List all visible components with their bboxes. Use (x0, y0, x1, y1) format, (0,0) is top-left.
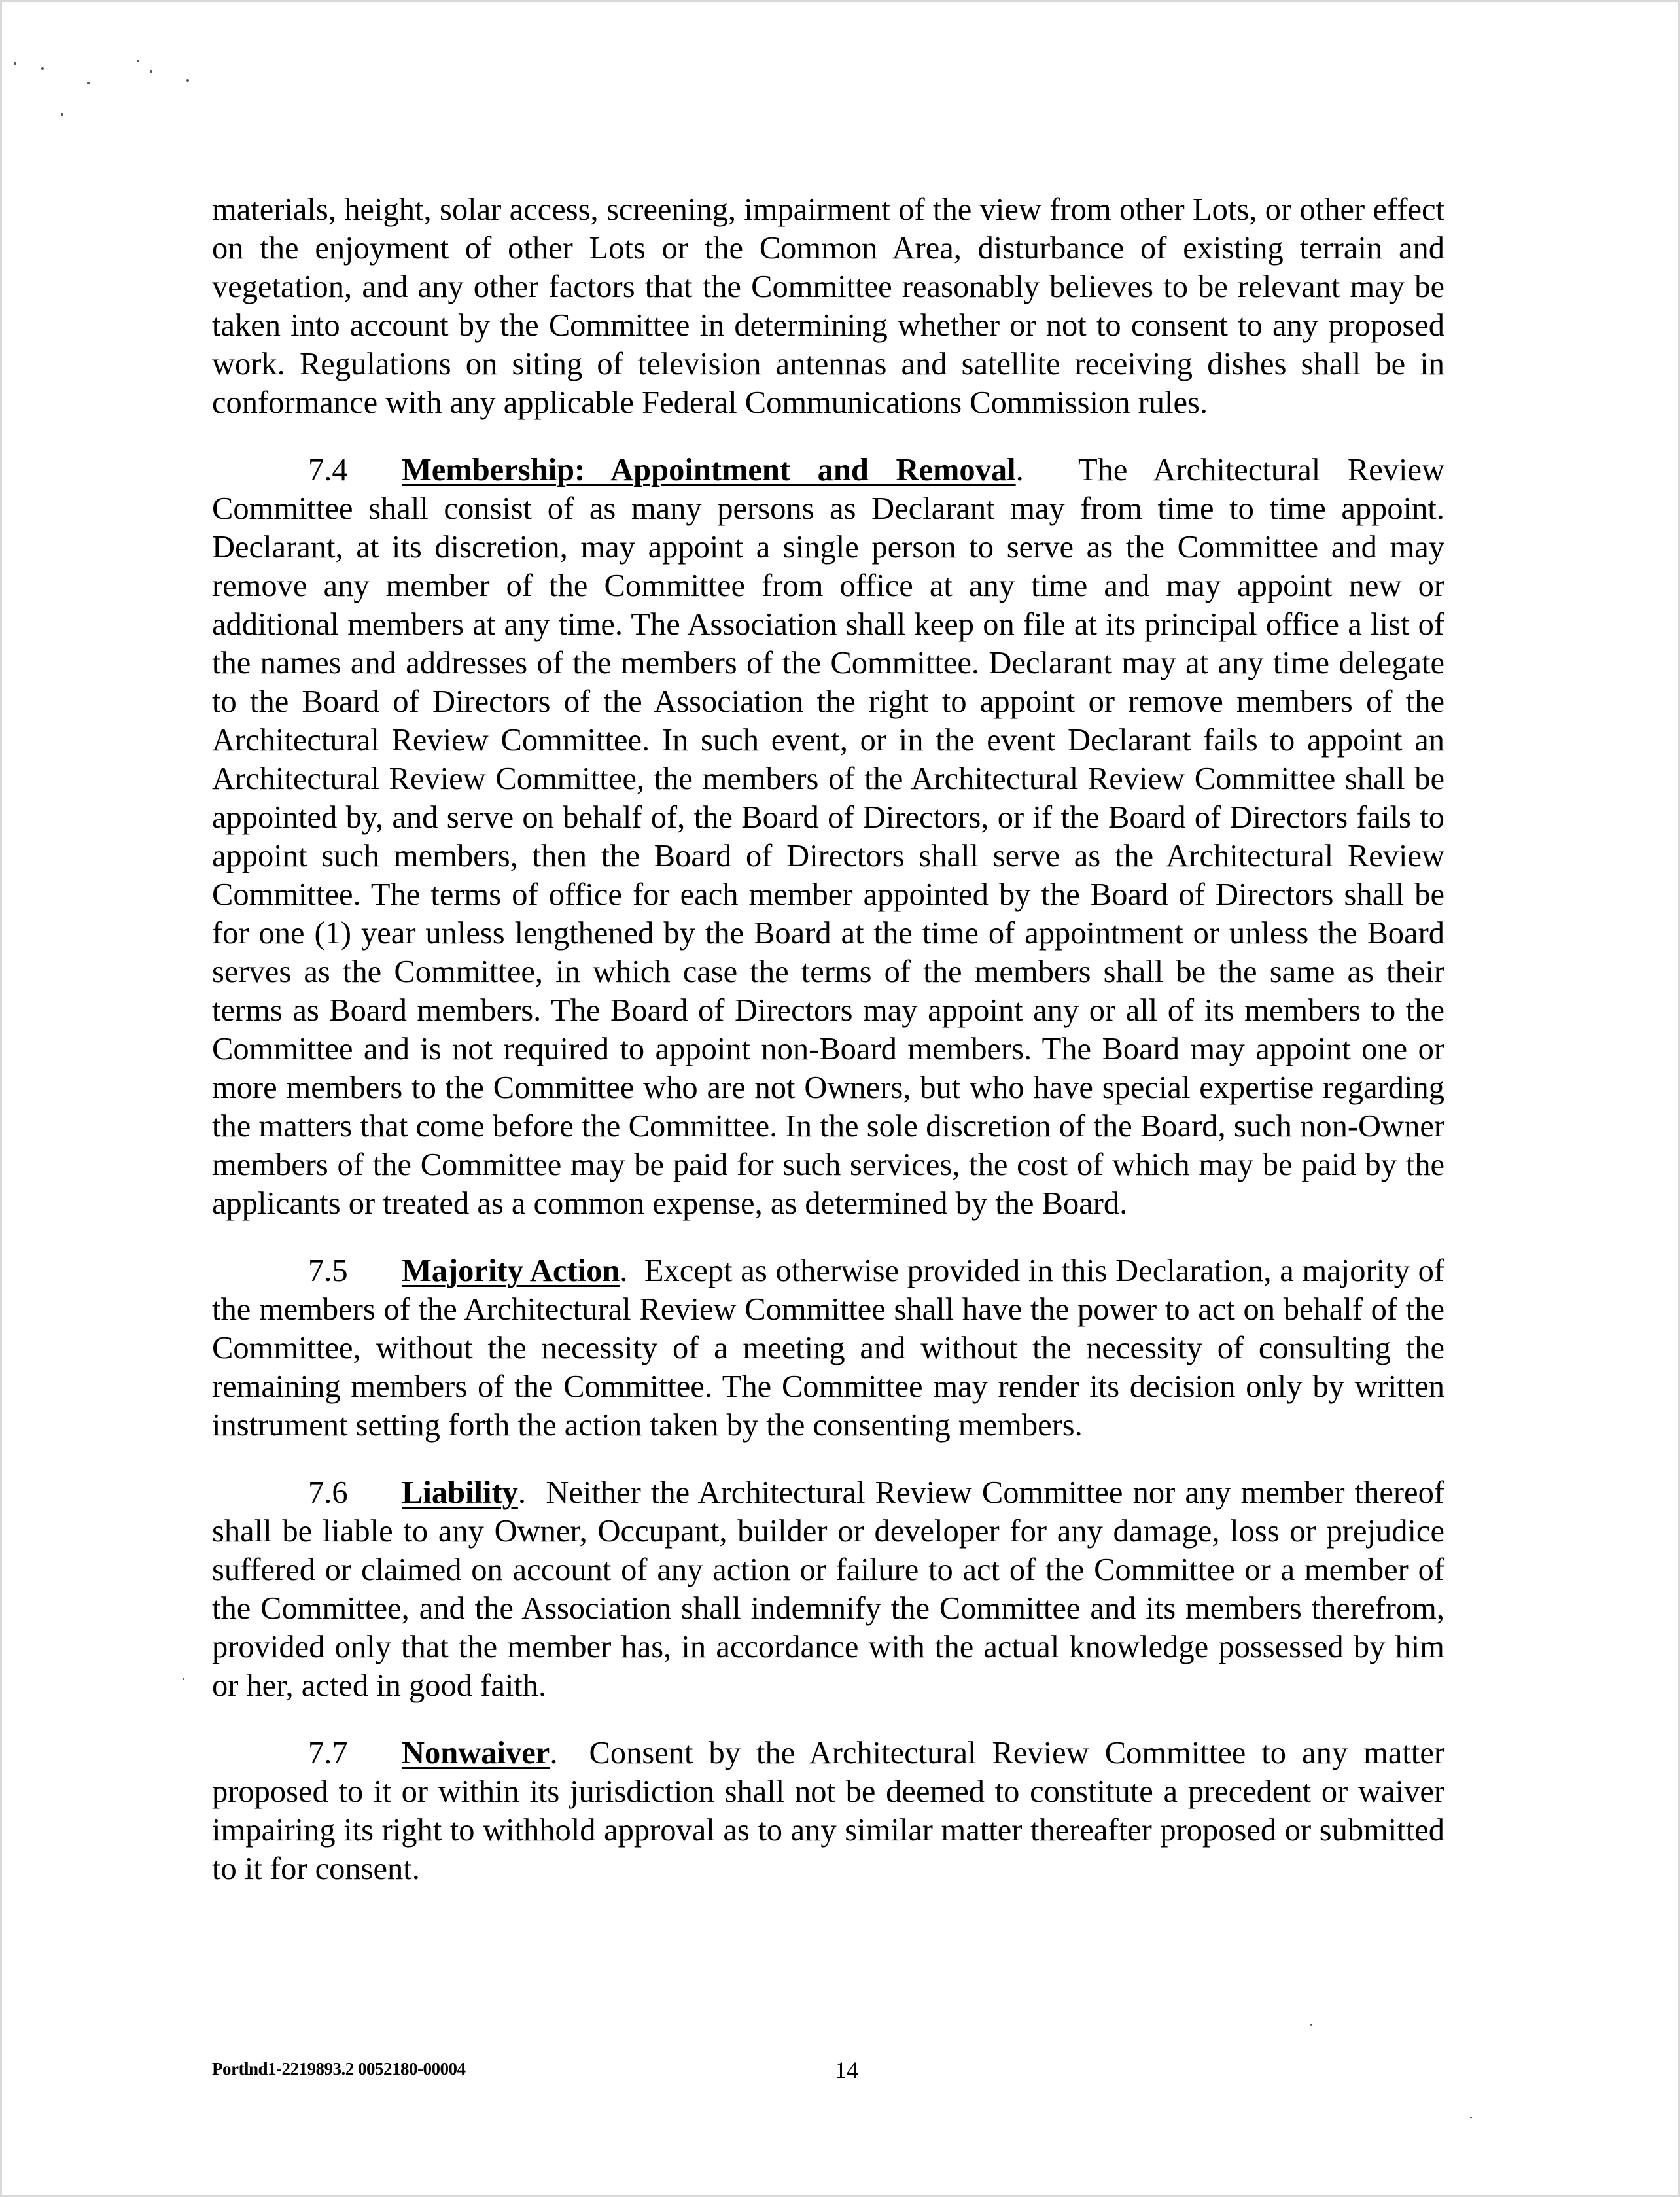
section-text: Consent by the Architectural Review Committee to any matter proposed to it or within its jurisdiction shall not be deemed to constitute a precedent or waiver impairing its right to withhold approval as to any similar matter thereafter proposed or submitted to it for consent. (212, 1736, 1444, 1886)
section-7-4: 7.4 Membership: Appointment and Removal. The Architectural Review Committee shall consist of as many persons as Declarant may from time to time appoint. Declarant, at its discretion, may appoint a single person to serve as the Committee and may remove any member of the Committee from office at any time and may appoint new or additional members at any time. The Association shall keep on file at its principal office a list of the names and addresses of the members of the Committee. Declarant may at any time delegate to the Board of Directors of the Association the right to appoint or remove members of the Architectural Review Committee. In such event, or in the event Declarant fails to appoint an Architectural Review Committee, the members of the Architectural Review Committee shall be appointed by, and serve on behalf of, the Board of Directors, or if the Board of Directors fails to appoint such members, then the Board of Directors shall serve as the Architectural Review Committee. The terms of office for each member appointed by the Board of Directors shall be for one (1) year unless lengthened by the Board at the time of appointment or unless the Board serves as the Committee, in which case the terms of the members shall be the same as their terms as Board members. The Board of Directors may appoint any or all of its members to the Committee and is not required to appoint non-Board members. The Board may appoint one or more members to the Committee who are not Owners, but who have special expertise regarding the matters that come before the Committee. In the sole discretion of the Board, such non-Owner members of the Committee may be paid for such services, the cost of which may be paid by the applicants or treated as a common expense, as determined by the Board. (212, 451, 1444, 1223)
section-text: The Architectural Review Committee shall consist of as many persons as Declarant may from time to time appoint. Declarant, at its discretion, may appoint a single person to serve as the Committee and may remove any member of the Committee from office at any time and may appoint new or additional members at any time. The Association shall keep on file at its principal office a list of the names and addresses of the members of the Committee. Declarant may at any time delegate to the Board of Directors of the Association the right to appoint or remove members of the Architectural Review Committee. In such event, or in the event Declarant fails to appoint an Architectural Review Committee, the members of the Architectural Review Committee shall be appointed by, and serve on behalf of, the Board of Directors, or if the Board of Directors fails to appoint such members, then the Board of Directors shall serve as the Architectural Review Committee. The terms of office for each member appointed by the Board of Directors shall be for one (1) year unless lengthened by the Board at the time of appointment or unless the Board serves as the Committee, in which case the terms of the members shall be the same as their terms as Board members. The Board of Directors may appoint any or all of its members to the Committee and is not required to appoint non-Board members. The Board may appoint one or more members to the Committee who are not Owners, but who have special expertise regarding the matters that come before the Committee. In the sole discretion of the Board, such non-Owner members of the Committee may be paid for such services, the cost of which may be paid by the applicants or treated as a common expense, as determined by the Board. (212, 453, 1445, 1221)
section-text: Except as otherwise provided in this Declaration, a majority of the members of the Architectural Review Committee shall have the power to act on behalf of the Committee, without the necessity of a meeting and without the necessity of consulting the remaining members of the Committee. The Committee may render its decision only by written instrument setting forth the action taken by the consenting members. (212, 1254, 1444, 1443)
section-heading: Membership: Appointment and Removal (402, 453, 1016, 487)
opening-paragraph: materials, height, solar access, screening, impairment of the view from other Lots, or other effect on the enjoyment of other Lots or the Common Area, disturbance of existing terrain and vegetation, and any other factors that the Committee reasonably believes to be relevant may be taken into account by the Committee in determining whether or not to consent to any proposed work. Regulations on siting of television antennas and satellite receiving dishes shall be in conformance with any applicable Federal Communications Commission rules. (212, 192, 1444, 420)
section-7-5: 7.5 Majority Action. Except as otherwise provided in this Declaration, a majority of the members of the Architectural Review Committee shall have the power to act on behalf of the Committee, without the necessity of a meeting and without the necessity of consulting the remaining members of the Committee. The Committee may render its decision only by written instrument setting forth the action taken by the consenting members. (212, 1252, 1444, 1445)
section-heading: Majority Action (402, 1254, 620, 1288)
section-heading: Liability (402, 1475, 518, 1510)
section-7-7: 7.7 Nonwaiver. Consent by the Architectural Review Committee to any matter proposed to it or within its jurisdiction shall not be deemed to constitute a precedent or waiver impairing its right to withhold approval as to any similar matter thereafter proposed or submitted to it for consent. (212, 1734, 1444, 1888)
section-number: 7.6 (308, 1475, 348, 1510)
page-footer (212, 2056, 1444, 2083)
document-reference: Portlnd1-2219893.2 0052180-00004 (212, 2059, 466, 2079)
section-7-6: 7.6 Liability. Neither the Architectural Review Committee nor any member thereof shall be liable to any Owner, Occupant, builder or developer for any damage, loss or prejudice suffered or claimed on account of any action or failure to act of the Committee or a member of the Committee, and the Association shall indemnify the Committee and its members therefrom, provided only that the member has, in accordance with the actual knowledge possessed by him or her, acted in good faith. (212, 1473, 1444, 1705)
section-number: 7.5 (308, 1254, 348, 1288)
section-number: 7.4 (308, 453, 348, 487)
section-text: Neither the Architectural Review Committee nor any member thereof shall be liable to any Owner, Occupant, builder or developer for any damage, loss or prejudice suffered or claimed on account of any action or failure to act of the Committee or a member of the Committee, and the Association shall indemnify the Committee and its members therefrom, provided only that the member has, in accordance with the actual knowledge possessed by him or her, acted in good faith. (212, 1475, 1444, 1703)
page-number: 14 (835, 2057, 858, 2083)
document-body (212, 190, 1444, 1917)
section-heading: Nonwaiver (402, 1736, 550, 1770)
section-number: 7.7 (308, 1736, 348, 1770)
